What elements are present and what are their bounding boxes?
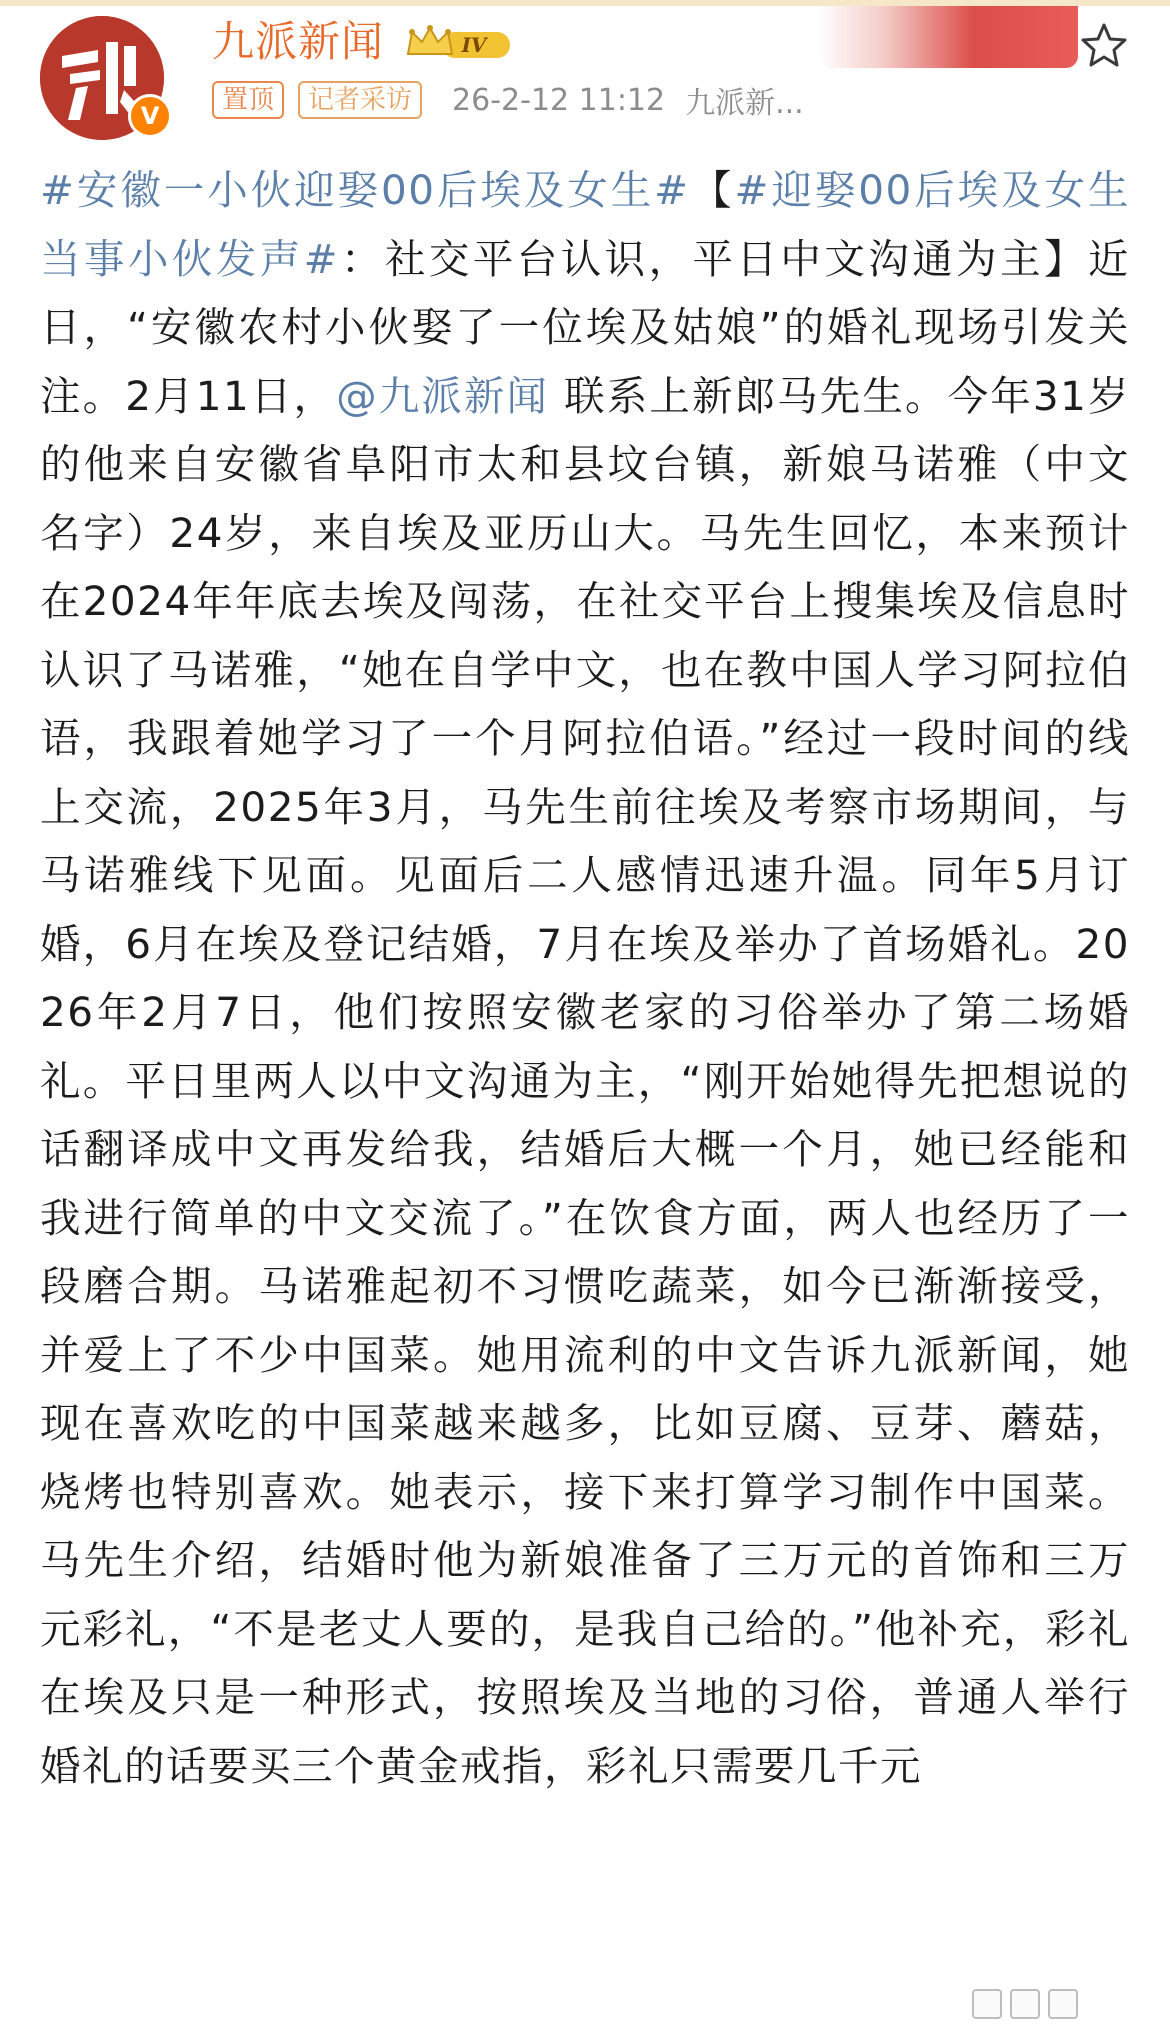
more-dot: [1010, 1989, 1040, 2019]
hashtag-link[interactable]: #安徽一小伙迎娶00后埃及女生#: [40, 166, 690, 214]
expand-more-icon[interactable]: [972, 1986, 1086, 2022]
cover-decoration: [818, 6, 1078, 68]
more-dot: [1048, 1989, 1078, 2019]
post-header: [0, 6, 1170, 144]
star-icon[interactable]: [1078, 20, 1130, 72]
headline-text: ：社交平台认识，平日中文沟通为主】: [339, 234, 1088, 283]
post-body: [40, 156, 1130, 1800]
reporter-tag: 记者采访: [298, 81, 422, 119]
bracket-open: 【: [689, 166, 735, 214]
post-meta-row: [212, 78, 804, 122]
body-text: 联系上新郎马先生。今年31岁的他来自安徽省阜阳市太和县坟台镇，新娘马诺雅（中文名字）24岁，来自埃及亚历山大。马先生回忆，本来预计在2024年年底去埃及闯荡，在社交平台上搜集埃及信息时认识了马诺雅，“她在自学中文，也在教中国人学习阿拉伯语，我跟着她学习了一个月阿拉伯语。”经过一段时间的线上交流，2025年3月，马先生前往埃及考察市场期间，与马诺雅线下见面。见面后二人感情迅速升温。同年5月订婚，6月在埃及登记结婚，7月在埃及举办了首场婚礼。2026年2月7日，他们按照安徽老家的习俗举办了第二场婚礼。平日里两人以中文沟通为主，“刚开始她得先把想说的话翻译成中文再发给我，结婚后大概一个月，她已经能和我进行简单的中文交流了。”在饮食方面，两人也经历了一段磨合期。马诺雅起初不习惯吃蔬菜，如今已渐渐接受，并爱上了不少中国菜。她用流利的中文告诉九派新闻，她现在喜欢吃的中国菜越来越多，比如豆腐、豆芽、蘑菇，烧烤也特别喜欢。她表示，接下来打算学习制作中国菜。马先生介绍，结婚时他为新娘准备了三万元的首饰和三万元彩礼，“不是老丈人要的，是我自己给的。”他补充，彩礼在埃及只是一种形式，按照埃及当地的习俗，普通人举行婚礼的话要买三个黄金戒指，彩礼只需要几千元: [40, 371, 1130, 1790]
vip-level-label: IV: [461, 33, 487, 57]
body-text: 近日，“安徽农村小伙娶了一位埃及姑娘”的婚礼现场引发关注。2月11日，: [40, 234, 1130, 420]
verified-badge-icon: V: [128, 94, 172, 138]
post-timestamp: 26-2-12 11:12: [452, 82, 666, 118]
mention-link[interactable]: @九派新闻: [336, 371, 550, 420]
account-name[interactable]: 九派新闻: [212, 17, 385, 66]
more-dot: [972, 1989, 1002, 2019]
vip-crown-icon[interactable]: [404, 24, 514, 62]
pinned-tag: 置顶: [212, 81, 284, 119]
post-source[interactable]: 九派新...: [685, 86, 804, 121]
hashtag-link[interactable]: #迎娶00后埃及女生当事小伙发声#: [40, 166, 1131, 283]
